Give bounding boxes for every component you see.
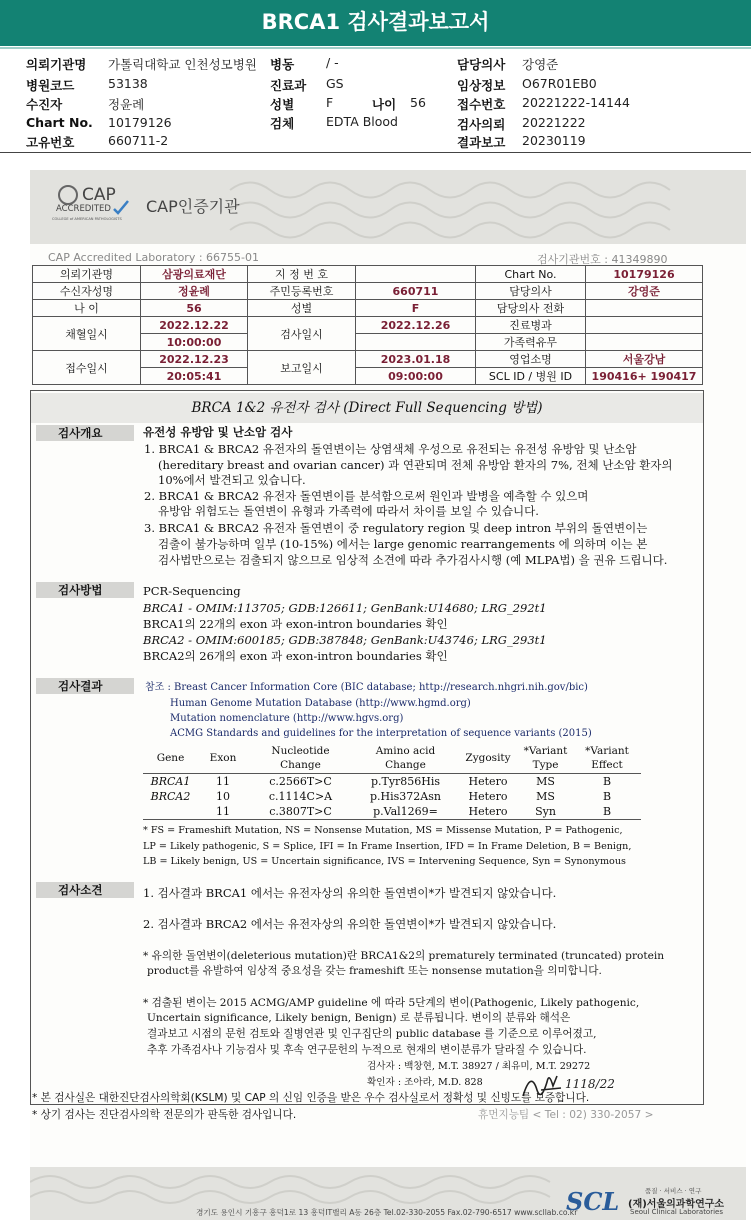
overview-heading: 유전성 유방암 및 난소암 검사 (143, 425, 293, 439)
method-line: BRCA1 - OMIM:113705; GDB:126611; GenBank:U14680; LRG_292t1 (143, 601, 547, 615)
cell: 660711 (356, 283, 476, 300)
note-line: * 검출된 변이는 2015 ACMG/AMP guideline 에 따라 5단계의 변이(Pathogenic, Likely pathogenic, (143, 997, 640, 1009)
section-label-result: 검사결과 (36, 678, 134, 694)
section-label-method: 검사방법 (36, 582, 134, 598)
footer-note: * 상기 검사는 진단검사의학 전문의가 판독한 검사입니다. (32, 1109, 297, 1121)
opinion-line: 1. 검사결과 BRCA1 에서는 유전자상의 유의한 돌연변이*가 발견되지 않았습니다. (143, 886, 557, 900)
cell: 검사일시 (248, 317, 356, 351)
cell: MS (536, 790, 555, 803)
hdr-value: F (326, 95, 334, 110)
lab-address: 경기도 용인시 기흥구 흥덕1로 13 흥덕IT밸리 A동 26층 Tel.02-330-2055 Fax.02-790-6517 www.scllab.co.kr (196, 1208, 578, 1217)
hdr-value: O67R01EB0 (522, 76, 597, 91)
cell: 의뢰기관명 (33, 266, 141, 283)
cell: 2022.12.22 (141, 317, 248, 334)
cell: SCL ID / 병원 ID (476, 368, 586, 385)
cap-college-text: COLLEGE of AMERICAN PATHOLOGISTS (52, 217, 122, 221)
cap-logo-text: CAP (82, 185, 116, 205)
overview-line: 검사법만으로는 검출되지 않으므로 임상적 소견에 따라 추가검사시행 (예 MLPA법) 을 권유 드립니다. (158, 553, 668, 567)
note-line: product를 유발하여 임상적 중요성을 갖는 frameshift 또는 nonsense mutation을 의미합니다. (147, 965, 602, 977)
cell: F (356, 300, 476, 317)
hdr-label: 병원코드 (26, 78, 75, 93)
cell: 190416+ 190417 (586, 368, 703, 385)
footer-note: * 본 검사실은 대한진단검사의학회(KSLM) 및 CAP 의 신임 인증을 받은 우수 검사실로서 정확성 및 신빙도를 보증합니다. (32, 1092, 590, 1104)
hdr-value: 56 (410, 95, 426, 110)
hdr-value: 정윤례 (108, 97, 145, 112)
cell: 정윤례 (141, 283, 248, 300)
cell: 영업소명 (476, 351, 586, 368)
cell: 진료병과 (476, 317, 586, 334)
cell (356, 266, 476, 283)
legend-line: * FS = Frameshift Mutation, NS = Nonsense Mutation, MS = Missense Mutation, P = Pathogenic, (143, 825, 623, 836)
table-row (143, 804, 641, 820)
hdr-label: 임상정보 (457, 78, 506, 93)
hdr-label: 진료과 (270, 78, 307, 93)
report-title: BRCA1 검사결과보고서 (0, 0, 751, 46)
table-row (143, 789, 641, 804)
column-header: *Variant Type (518, 743, 573, 774)
overview-line: 3. BRCA1 & BRCA2 유전자 돌연변이 중 regulatory region 및 deep intron 부위의 돌연변이는 (144, 521, 648, 535)
legend-line: LP = Likely pathogenic, S = Splice, IFI = In Frame Insertion, IFD = In Frame Deletion, B = Benign, (143, 841, 632, 852)
tester-line: 검사자 : 백창현, M.T. 38927 / 최유미, M.T. 29272 (367, 1061, 591, 1072)
cell: Hetero (468, 790, 508, 803)
cell: 56 (141, 300, 248, 317)
method-line: PCR-Sequencing (143, 584, 241, 598)
column-header: Gene (143, 743, 198, 774)
cell: 서울강남 (586, 351, 703, 368)
cell: 10:00:00 (141, 334, 248, 351)
table-row (33, 317, 703, 334)
cell: p.His372Asn (370, 790, 441, 803)
hdr-label: 나이 (372, 97, 397, 112)
section-label-opinion: 검사소견 (36, 882, 134, 898)
cell: 나 이 (33, 300, 141, 317)
scl-name-ko: (재)서울의과학연구소 (628, 1199, 725, 1210)
cell: 2023.01.18 (356, 351, 476, 368)
hdr-value: 20221222 (522, 115, 586, 130)
cell (143, 804, 198, 820)
hdr-label: 의뢰기관명 (26, 57, 87, 72)
cell: 09:00:00 (356, 368, 476, 385)
title-divider (0, 47, 751, 49)
cell: 가족력유무 (476, 334, 586, 351)
cell: 채혈일시 (33, 317, 141, 351)
cap-certified-label: CAP인증기관 (146, 197, 240, 216)
cell: 강영준 (586, 283, 703, 300)
note-line: 결과보고 시점의 문헌 검토와 질병연관 및 인구집단의 public database 를 기준으로 이루어졌고, (147, 1028, 597, 1040)
overview-line: 유방암 위험도는 돌연변이 유형과 가족력에 따라서 차이를 보일 수 있습니다. (158, 504, 539, 518)
overview-line: 1. BRCA1 & BRCA2 유전자의 돌연변이는 상염색체 우성으로 유전되는 유전성 유방암 및 난소암 (144, 442, 637, 456)
hdr-value: 강영준 (522, 57, 559, 72)
hdr-label: 접수번호 (457, 97, 506, 112)
table-row (143, 774, 641, 790)
table-row (33, 283, 703, 300)
reference-line: ACMG Standards and guidelines for the interpretation of sequence variants (2015) (170, 728, 592, 739)
cell: 보고일시 (248, 351, 356, 385)
cell: 접수일시 (33, 351, 141, 385)
cell: 2022.12.23 (141, 351, 248, 368)
cell: p.Tyr856His (370, 775, 441, 788)
hdr-value: 660711-2 (108, 133, 169, 148)
legend-line: LB = Likely benign, US = Uncertain significance, IVS = Intervening Sequence, Syn = Synonymous (143, 856, 626, 867)
hdr-label: 고유번호 (26, 135, 75, 150)
hdr-value: 20221222-14144 (522, 95, 630, 110)
column-header: *Variant Effect (573, 743, 641, 774)
cell: 성별 (248, 300, 356, 317)
note-line: 추후 가족검사나 기능검사 및 후속 연구문헌의 누적으로 현재의 변이분류가 달라질 수 있습니다. (147, 1044, 587, 1056)
reference-line: Human Genome Mutation Database (http://www.hgmd.org) (170, 698, 471, 709)
overview-line: 검출이 불가능하며 일부 (10-15%) 에서는 large genomic rearrangements 에 의하며 이는 본 (158, 537, 648, 551)
cell: 2022.12.26 (356, 317, 476, 334)
hdr-label: 검사의뢰 (457, 117, 506, 132)
scl-name-en: Seoul Clinical Laboratories (630, 1208, 723, 1216)
note-line: Uncertain significance, Likely benign, Benign) 로 분류됩니다. 변이의 분류와 해석은 (147, 1012, 571, 1024)
cell: BRCA2 (150, 790, 191, 803)
cell (586, 334, 703, 351)
column-header: Zygosity (458, 743, 518, 774)
cell: B (602, 790, 612, 803)
institution-number: 검사기관번호 : 41349890 (537, 253, 668, 266)
cap-logo (52, 183, 140, 223)
table-row (33, 266, 703, 283)
cell: 20:05:41 (141, 368, 248, 385)
cell: 11 (216, 805, 230, 818)
opinion-line: 2. 검사결과 BRCA2 에서는 유전자상의 유의한 돌연변이*가 발견되지 않았습니다. (143, 917, 557, 931)
patient-info-table (32, 265, 703, 385)
hdr-label: 병동 (270, 57, 295, 72)
report-section-title: BRCA 1&2 유전자 검사 (Direct Full Sequencing 방법) (31, 393, 703, 423)
hdr-value: 가톨릭대학교 인천성모병원 (108, 57, 257, 72)
hdr-value: / - (326, 55, 339, 70)
column-header: Amino acid Change (353, 743, 458, 774)
overview-line: (hereditary breast and ovarian cancer) 과 연관되며 전체 유방암 환자의 7%, 전체 난소암 환자의 (158, 458, 673, 472)
overview-line: 2. BRCA1 & BRCA2 유전자 돌연변이를 분석함으로써 원인과 발병을 예측할 수 있으며 (144, 489, 589, 503)
method-line: BRCA2의 26개의 exon 과 exon-intron boundaries 확인 (143, 649, 448, 663)
hdr-label: 담당의사 (457, 57, 506, 72)
cell: Syn (535, 805, 556, 818)
header-divider (0, 152, 751, 153)
variant-table (143, 743, 641, 820)
cell (586, 317, 703, 334)
cell: Hetero (468, 775, 508, 788)
cell: 담당의사 (476, 283, 586, 300)
cell: Chart No. (476, 266, 586, 283)
hdr-label: 결과보고 (457, 135, 506, 150)
cell: 10179126 (586, 266, 703, 283)
signature-text: 1118/22 (565, 1077, 615, 1091)
hdr-label: Chart No. (26, 115, 93, 130)
method-line: BRCA2 - OMIM:600185; GDB:387848; GenBank:U43746; LRG_293t1 (143, 633, 547, 647)
cell: BRCA1 (150, 775, 191, 788)
cell: Hetero (468, 805, 508, 818)
section-label-overview: 검사개요 (36, 425, 134, 441)
hdr-value: EDTA Blood (326, 114, 398, 129)
table-header-row (143, 743, 641, 774)
cell: MS (536, 775, 555, 788)
cell: 11 (216, 775, 230, 788)
column-header: Exon (198, 743, 248, 774)
cap-accredited-lab: CAP Accredited Laboratory : 66755-01 (48, 251, 259, 264)
hdr-value: 10179126 (108, 115, 172, 130)
cell: 삼광의료재단 (141, 266, 248, 283)
cell: 지 정 번 호 (248, 266, 356, 283)
cell: B (602, 775, 612, 788)
hdr-value: 53138 (108, 76, 148, 91)
cell: 수신자성명 (33, 283, 141, 300)
cap-accredited-text: ACCREDITED (56, 204, 111, 214)
hdr-value: 20230119 (522, 133, 586, 148)
cell: 주민등록번호 (248, 283, 356, 300)
hdr-label: 수진자 (26, 97, 63, 112)
reference-line: 참조 : Breast Cancer Information Core (BIC database; http://research.nhgri.nih.gov/bic) (145, 682, 588, 693)
cell: c.1114C>A (268, 790, 333, 803)
scl-tagline: 품질 · 서비스 · 연구 (645, 1187, 702, 1195)
reference-line: Mutation nomenclature (http://www.hgvs.org) (170, 713, 404, 724)
cell: c.2566T>C (269, 775, 332, 788)
method-line: BRCA1의 22개의 exon 과 exon-intron boundaries 확인 (143, 617, 448, 631)
cell: 담당의사 전화 (476, 300, 586, 317)
hdr-value: GS (326, 76, 344, 91)
scl-logo: SCL (566, 1187, 620, 1216)
cell: 10 (216, 790, 230, 803)
table-row (33, 300, 703, 317)
overview-line: 10%에서 발견되고 있습니다. (158, 473, 306, 487)
cell: c.3807T>C (269, 805, 332, 818)
table-row (33, 351, 703, 368)
confirmer-line: 확인자 : 조아라, M.D. 828 (367, 1077, 483, 1088)
column-header: Nucleotide Change (248, 743, 353, 774)
cell: B (602, 805, 612, 818)
cell (586, 300, 703, 317)
footer-contact: 휴먼지능팀 < Tel : 02) 330-2057 > (478, 1109, 654, 1121)
cell: p.Val1269= (373, 805, 438, 818)
hdr-label: 성별 (270, 97, 295, 112)
cell (356, 334, 476, 351)
hdr-label: 검체 (270, 116, 295, 131)
note-line: * 유의한 돌연변이(deleterious mutation)란 BRCA1&2의 prematurely terminated (truncated) protein (143, 950, 665, 962)
